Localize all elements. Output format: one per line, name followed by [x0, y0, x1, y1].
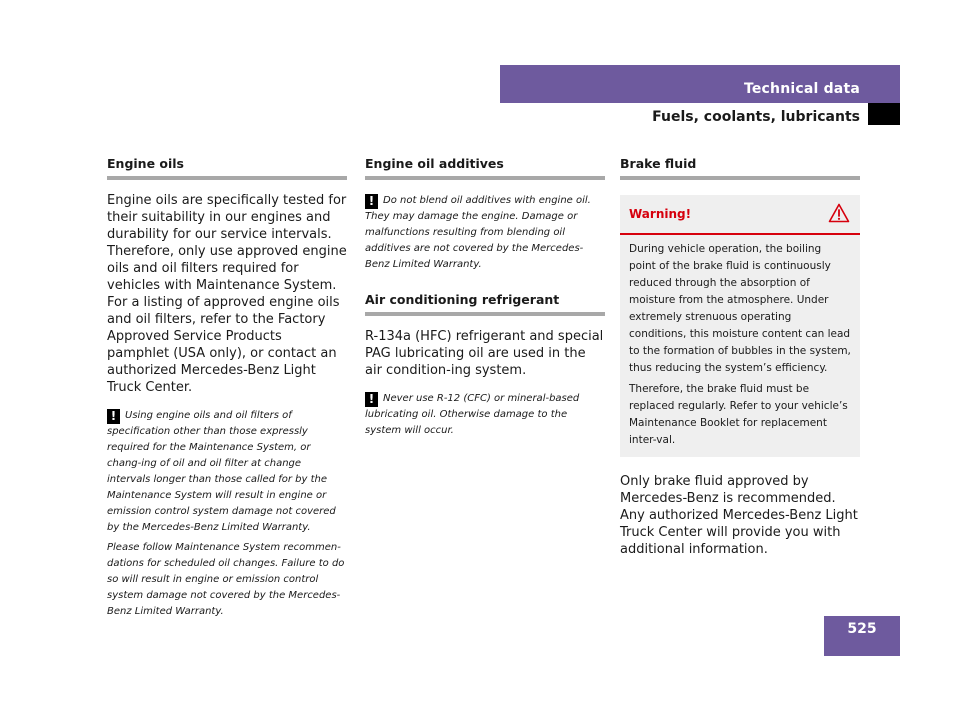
page-number: 525 — [847, 621, 877, 637]
column-additives-refrigerant — [365, 156, 605, 439]
exclamation-icon: ! — [365, 392, 378, 407]
warning-text-1: During vehicle operation, the boiling point of the brake fluid is continuously reduced through the absorption of moisture from the atmosphere. Under extremely strenuous operating conditions, this moisture content can lead to the formation of bubbles in the system, thus reducing the system’s efficiency. — [629, 243, 851, 374]
heading-air-conditioning-refrigerant: Air conditioning refrigerant — [365, 292, 605, 316]
warning-triangle-icon — [828, 203, 850, 223]
warning-label: Warning! — [629, 207, 692, 221]
notice-text: Do not blend oil additives with engine oil. They may damage the engine. Damage or malfunctions resulting from blending oil additives are not covered by the Mercedes-Benz Limited Warranty. — [365, 195, 591, 270]
refrigerant-text: R-134a (HFC) refrigerant and special PAG lubricating oil are used in the air condition-ing system. — [365, 329, 604, 378]
notice-text-2: Please follow Maintenance System recommen-dations for scheduled oil changes. Failure to do so will result in engine or emission control system damage not covered by the Mercedes-Benz Limited Warranty. — [107, 542, 345, 617]
heading-engine-oil-additives: Engine oil additives — [365, 156, 605, 180]
column-brake-fluid — [620, 156, 860, 558]
engine-oils-text: Engine oils are specifically tested for their suitability in our engines and durability for our service intervals. Therefore, only use approved engine oils and oil filters required for vehicles with Maintenance System. For a listing of approved engine oils and oil filters, refer to the Factory Approved Service Products pamphlet (USA only), or contact an authorized Mercedes-Benz Light Truck Center. — [107, 193, 347, 395]
header-bar — [500, 65, 900, 103]
warning-text-2: Therefore, the brake fluid must be replaced regularly. Refer to your vehicle’s Maintenance Booklet for replacement inter-val. — [629, 383, 848, 446]
warning-box — [620, 195, 860, 457]
column-engine-oils — [107, 156, 347, 620]
notice-text: Using engine oils and oil filters of specification other than those expressly required for the Maintenance System, or chang-ing of oil and oil filter at change intervals longer than those called for by the Maintenance System will result in engine or emission control system damage not covered by the Mercedes-Benz Limited Warranty. — [107, 410, 336, 533]
exclamation-icon: ! — [107, 409, 120, 424]
section-title: Technical data — [743, 81, 860, 97]
warning-header — [620, 195, 860, 235]
engine-oils-notice — [107, 408, 347, 620]
additives-notice — [365, 193, 605, 273]
warning-body — [620, 235, 860, 457]
notice-text: Never use R-12 (CFC) or mineral-based lubricating oil. Otherwise damage to the system will occur. — [365, 393, 580, 436]
heading-brake-fluid: Brake fluid — [620, 156, 860, 180]
page-number-box — [824, 616, 900, 656]
subsection-title: Fuels, coolants, lubricants — [652, 109, 860, 125]
heading-engine-oils: Engine oils — [107, 156, 347, 180]
refrigerant-notice — [365, 391, 605, 439]
brake-fluid-text: Only brake fluid approved by Mercedes-Benz is recommended. Any authorized Mercedes-Benz Light Truck Center will provide you with additional information. — [620, 474, 858, 557]
header-corner-mark — [868, 103, 900, 125]
exclamation-icon: ! — [365, 194, 378, 209]
